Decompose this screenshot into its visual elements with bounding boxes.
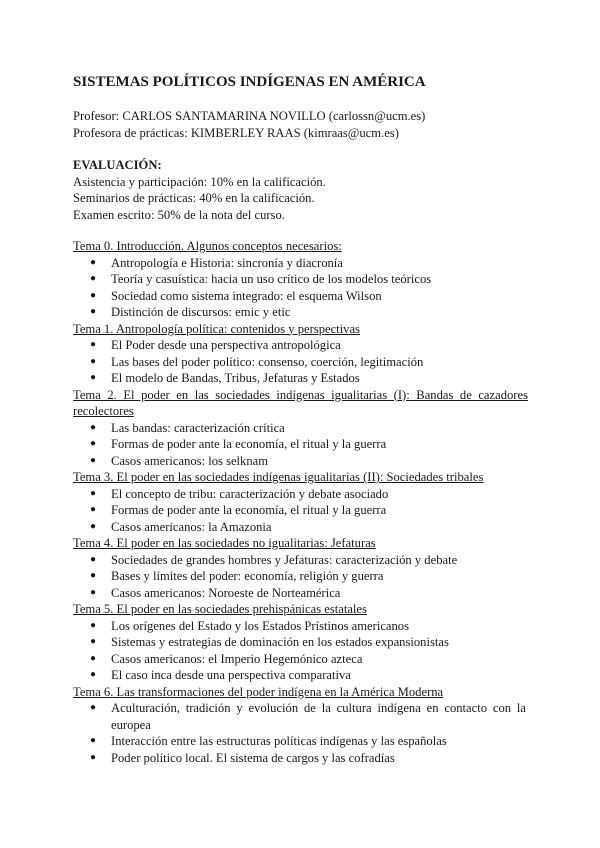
bullet-icon: ● xyxy=(90,735,97,746)
list-item: ● Casos americanos: los selknam xyxy=(90,453,269,468)
bullet-icon: ● xyxy=(90,702,97,713)
bullet-icon: ● xyxy=(90,273,97,284)
staff-block xyxy=(73,108,425,141)
list-item: ● Aculturación, tradición y evolución de la cultura indígena en contacto con la europea xyxy=(90,701,526,732)
bullet-icon: ● xyxy=(90,289,97,301)
list-item: ● Sociedad como sistema integrado: el esquema Wilson xyxy=(90,288,382,303)
evaluation-line: Examen escrito: 50% de la nota del curso. xyxy=(73,207,285,222)
list-item: ● El Poder desde una perspectiva antropológica xyxy=(90,338,341,352)
topic-title: Tema 6. Las transformaciones del poder indígena en la América Moderna xyxy=(73,684,444,699)
list-item: ● Formas de poder ante la economía, el ritual y la guerra xyxy=(90,503,387,517)
syllabus-topics xyxy=(73,238,528,766)
evaluation-line: Seminarios de prácticas: 40% en la calificación. xyxy=(73,191,315,205)
topic-list xyxy=(73,420,528,470)
topic-list xyxy=(73,618,528,684)
list-item: ● Casos americanos: Noroeste de Norteamérica xyxy=(90,585,341,600)
evaluation-block xyxy=(73,157,326,223)
practice-professor-line: Profesora de prácticas: KIMBERLEY RAAS (kimraas@ucm.es) xyxy=(73,125,399,140)
topic-title: Tema 5. El poder en las sociedades prehispánicas estatales xyxy=(73,602,367,616)
bullet-icon: ● xyxy=(90,553,97,565)
topic-list xyxy=(73,337,528,387)
topic-title: Tema 0. Introducción. Algunos conceptos necesarios: xyxy=(73,239,342,253)
bullet-icon: ● xyxy=(90,504,97,515)
topic-title: Tema 1. Antropología política: contenidos y perspectivas xyxy=(73,321,360,336)
evaluation-heading: EVALUACIÓN: xyxy=(73,158,162,172)
bullet-icon: ● xyxy=(90,355,97,367)
page-title: SISTEMAS POLÍTICOS INDÍGENAS EN AMÉRICA xyxy=(73,74,426,90)
list-item: ● Casos americanos: la Amazonia xyxy=(90,519,272,534)
list-item: ● Poder político local. El sistema de cargos y las cofradías xyxy=(90,750,395,765)
topic-list xyxy=(73,552,528,602)
bullet-icon: ● xyxy=(90,487,97,499)
evaluation-line: Asistencia y participación: 10% en la calificación. xyxy=(73,174,326,189)
bullet-icon: ● xyxy=(90,339,97,350)
list-item: ● Interacción entre las estructuras políticas indígenas y las españolas xyxy=(90,734,447,748)
bullet-icon: ● xyxy=(90,652,97,664)
bullet-icon: ● xyxy=(90,372,97,383)
list-item: ● Bases y límites del poder: economía, religión y guerra xyxy=(90,569,384,583)
list-item: ● El modelo de Bandas, Tribus, Jefaturas y Estados xyxy=(90,371,360,385)
topic-list xyxy=(73,700,528,766)
list-item: ● Casos americanos: el Imperio Hegemónico azteca xyxy=(90,651,363,666)
list-item: ● Sociedades de grandes hombres y Jefaturas: caracterización y debate xyxy=(90,552,458,567)
bullet-icon: ● xyxy=(90,751,97,763)
list-item: ● Los orígenes del Estado y los Estados Prístinos americanos xyxy=(90,618,410,633)
list-item: ● Las bandas: caracterización crítica xyxy=(90,420,285,435)
bullet-icon: ● xyxy=(90,454,97,466)
bullet-icon: ● xyxy=(90,636,97,647)
list-item: ● Las bases del poder político: consenso, coerción, legitimación xyxy=(90,354,424,369)
professor-line: Profesor: CARLOS SANTAMARINA NOVILLO (carlossn@ucm.es) xyxy=(73,109,426,123)
list-item: ● Sistemas y estrategias de dominación en los estados expansionistas xyxy=(90,635,449,649)
list-item: ● El caso inca desde una perspectiva comparativa xyxy=(90,668,351,682)
list-item: ● Distinción de discursos: emic y etic xyxy=(90,305,291,319)
list-item: ● Formas de poder ante la economía, el ritual y la guerra xyxy=(90,437,387,451)
bullet-icon: ● xyxy=(90,570,97,581)
bullet-icon: ● xyxy=(90,256,97,268)
bullet-icon: ● xyxy=(90,421,97,433)
list-item: ● El concepto de tribu: caracterización y debate asociado xyxy=(90,486,389,501)
list-item: ● Antropología e Historia: sincronía y diacronía xyxy=(90,255,343,270)
list-item: ● Teoría y casuística: hacia un uso crítico de los modelos teóricos xyxy=(90,272,432,286)
bullet-icon: ● xyxy=(90,619,97,631)
topic-title: Tema 4. El poder en las sociedades no igualitarias: Jefaturas xyxy=(73,536,376,550)
bullet-icon: ● xyxy=(90,438,97,449)
bullet-icon: ● xyxy=(90,586,97,598)
topic-list xyxy=(73,486,528,536)
topic-title: Tema 3. El poder en las sociedades indígenas igualitarias (II): Sociedades tribales xyxy=(73,470,484,484)
bullet-icon: ● xyxy=(90,306,97,317)
topic-list xyxy=(73,255,528,321)
bullet-icon: ● xyxy=(90,669,97,680)
bullet-icon: ● xyxy=(90,520,97,532)
topic-title: Tema 2. El poder en las sociedades indígenas igualitarias (I): Bandas de cazadores recolectores xyxy=(73,387,528,418)
